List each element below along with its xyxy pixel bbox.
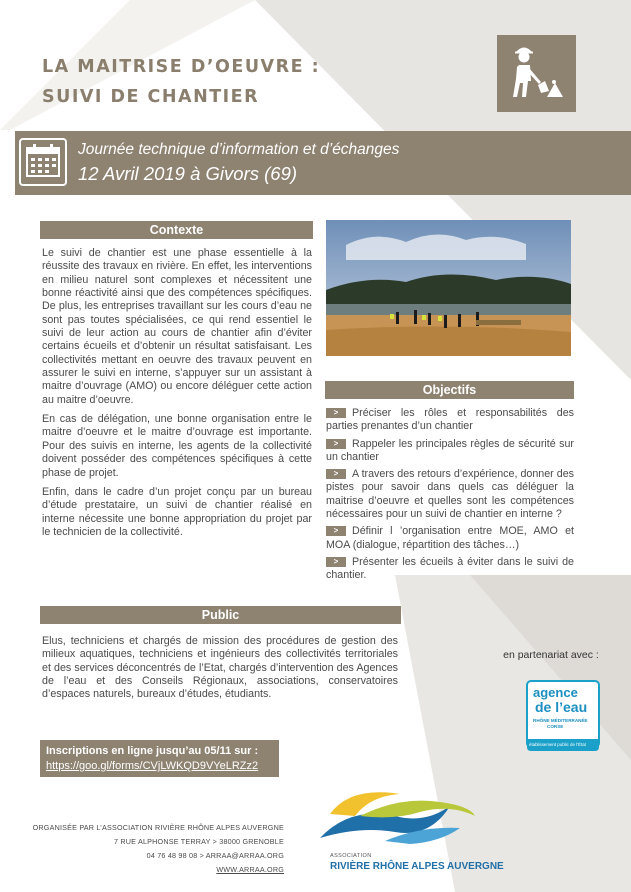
contexte-heading: Contexte (40, 221, 313, 239)
footer-contact: 04 76 48 98 08 > ARRAA@ARRAA.ORG (146, 851, 284, 860)
objectif-item (326, 525, 574, 552)
contexte-body (42, 247, 312, 545)
objectifs-heading: Objectifs (325, 381, 574, 399)
logo-region: RHÔNE MÉDITERRANÉE (533, 718, 588, 723)
objectif-text: Présenter les écueils à éviter dans le suivi de chantier. (326, 555, 574, 582)
contexte-paragraph-3: Enfin, dans le cadre d’un projet conçu par un bureau d’étude prestataire, un suivi de chantier réalisé en interne nécessite une bonne appropriation du projet par le technicien de la collectivité. (42, 485, 312, 538)
site-photo (326, 220, 571, 356)
title-line-1: LA MAITRISE D’OEUVRE : (42, 57, 321, 77)
chevron-right-icon: > (326, 439, 346, 449)
calendar-icon-graphic (21, 140, 65, 184)
worker-icon-box (497, 35, 576, 112)
logo-agence: agence (533, 685, 578, 700)
logo-corse: CORSE (547, 724, 564, 729)
public-heading: Public (40, 606, 401, 624)
arraa-logo-waves (300, 786, 480, 856)
objectif-item (326, 407, 574, 434)
inscriptions-label: Inscriptions en ligne jusqu’au 05/11 sur : (46, 745, 259, 757)
arraa-logo (300, 786, 504, 876)
objectif-text: A travers des retours d’expérience, donner des pistes pour savoir dans quels cas déléguer la maitrise d’oeuvre et quelles sont les compétences nécessaires pour un suivi de chantier en interne ? (326, 468, 574, 521)
chevron-right-icon: > (326, 557, 346, 567)
objectifs-list (326, 407, 574, 587)
partner-label: en partenariat avec : (503, 649, 599, 661)
logo-de-leau: de l’eau (535, 699, 588, 715)
arraa-logo-association: ASSOCIATION (330, 853, 372, 859)
contexte-paragraph-2: En cas de délégation, une bonne organisation entre le maitre d’oeuvre et le maitre d’ouvrage est importante. Pour des suivis en interne, les agents de la collectivité doivent posséder des compétences spécifiques à cette phase de projet. (42, 413, 312, 479)
objectif-item (326, 468, 574, 521)
photo-caption: Chantier sur la Turdine ©ARRA² (401, 359, 496, 366)
footer-website-link[interactable]: WWW.ARRAA.ORG (216, 865, 284, 874)
chevron-right-icon: > (326, 526, 346, 536)
site-photo-image (326, 220, 571, 356)
chevron-right-icon: > (326, 469, 346, 479)
calendar-icon (19, 138, 67, 186)
objectif-item (326, 556, 574, 583)
footer-address: 7 RUE ALPHONSE TERRAY > 38000 GRENOBLE (114, 837, 284, 846)
worker-shovel-icon (497, 35, 576, 112)
objectif-text: Rappeler les principales règles de sécurité sur un chantier (326, 437, 574, 463)
page-title (42, 52, 320, 112)
contexte-paragraph-1: Le suivi de chantier est une phase essentielle à la réussite des travaux en rivière. En effet, les interventions en milieu naturel sont complexes et nécessitent une bonne réactivité ainsi que des compétences spécifiques. De plus, les entreprises travaillant sur les cours d’eau ne sont pas toutes spécialisées, ce qui rend essentiel le suivi de leur action au cours de chantier afin d’éviter certains écueils et d’obtenir un résultat satisfaisant. Les collectivités mettant en oeuvre des travaux peuvent en assurer le suivi en interne, s’appuyer sur un assistant à maitre d’ouvrage (AMO) ou encore déléguer cette action au maitre d’oeuvre. (42, 247, 312, 406)
objectif-text: Préciser les rôles et responsabilités des parties prenantes d’un chantier (326, 407, 574, 433)
public-text: Elus, techniciens et chargés de mission des procédures de gestion des milieux aquatiques, techniciens et ingénieurs des collectivités territoriales et des services déconcentrés de l’Etat, chargés d’intervention des Agences de l’eau et des Conseils Régionaux, associations, conservatoires d’espaces naturels, bureaux d’études, étudiants. (42, 635, 398, 701)
banner-date: 12 Avril 2019 à Givors (69) (78, 163, 298, 184)
banner-subtitle: Journée technique d’information et d’échanges (78, 141, 400, 158)
objectif-item (326, 438, 574, 465)
title-line-2: SUIVI DE CHANTIER (42, 87, 260, 107)
logo-tagline: établissement public de l’État (529, 742, 586, 747)
footer-organizer: ORGANISÉE PAR L’ASSOCIATION RIVIÈRE RHÔNE ALPES AUVERGNE (32, 823, 284, 832)
inscriptions-link[interactable]: https://goo.gl/forms/CVjLWKQD9VYeLRZz2 (46, 760, 259, 772)
agence-eau-logo (525, 679, 605, 753)
chevron-right-icon: > (326, 408, 346, 418)
objectif-text: Définir l ’organisation entre MOE, AMO et MOA (dialogue, répartition des tâches…) (326, 525, 574, 551)
arraa-logo-name: RIVIÈRE RHÔNE ALPES AUVERGNE (330, 861, 504, 872)
